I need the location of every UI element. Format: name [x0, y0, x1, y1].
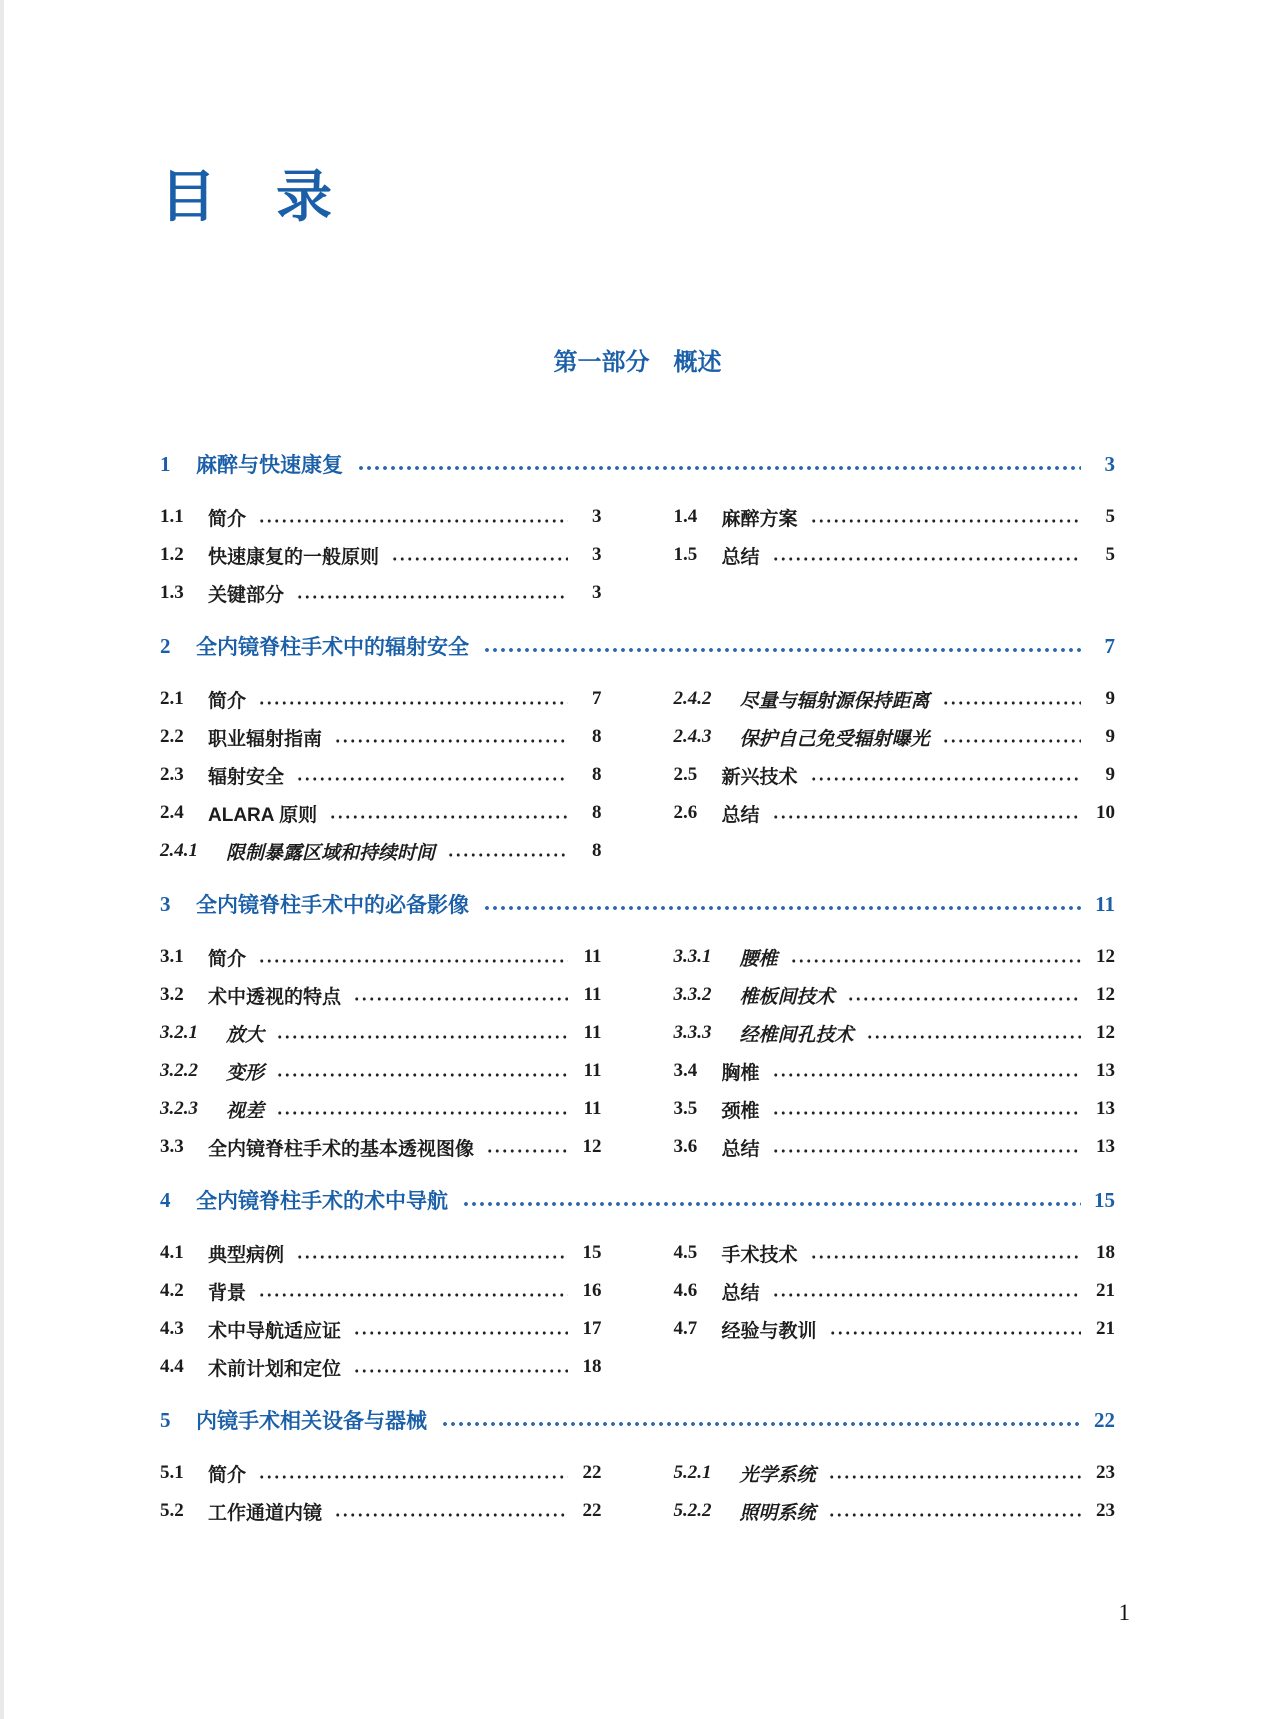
dot-leader — [329, 794, 567, 832]
toc-entry — [160, 794, 602, 832]
entry-number: 3.5 — [673, 1098, 698, 1119]
chapter-title: 内镜手术相关设备与器械 — [196, 1410, 427, 1433]
dot-leader — [276, 1014, 567, 1052]
chapter-2-entries — [160, 680, 1115, 870]
entry-page: 11 — [583, 1060, 602, 1081]
toc-entry — [160, 938, 602, 976]
chapter-number: 4 — [160, 1187, 171, 1212]
toc-entry — [160, 718, 602, 756]
chapter-number: 1 — [160, 451, 171, 476]
entry-title: 辐射安全 — [208, 766, 285, 788]
dot-leader — [829, 1310, 1081, 1348]
entry-title: 总结 — [721, 804, 760, 826]
toc-entry — [674, 1234, 1116, 1272]
dot-leader — [441, 1401, 1081, 1439]
toc-entry — [674, 1090, 1116, 1128]
entry-number: 2.4 — [160, 802, 184, 823]
entry-page: 13 — [1096, 1136, 1115, 1157]
entry-title: 限制暴露区域和持续时间 — [226, 842, 436, 864]
entry-page: 8 — [592, 840, 602, 861]
entry-title: 简介 — [208, 1464, 247, 1486]
toc-subentry — [160, 1014, 602, 1052]
entry-page: 16 — [582, 1280, 602, 1301]
chapter-page: 7 — [1104, 633, 1115, 658]
toc-subentry — [674, 1014, 1116, 1052]
toc-subentry — [160, 1090, 602, 1128]
entry-page: 23 — [1096, 1462, 1115, 1483]
entry-number: 1.4 — [673, 506, 698, 527]
dot-leader — [296, 1234, 567, 1272]
entry-page: 9 — [1105, 688, 1115, 709]
toc-entry — [674, 1128, 1116, 1166]
chapter-title: 全内镜脊柱手术的术中导航 — [196, 1190, 448, 1213]
entry-number: 1.2 — [160, 544, 184, 565]
entry-title: 简介 — [208, 690, 247, 712]
dot-leader — [462, 1181, 1081, 1219]
dot-leader — [772, 1052, 1081, 1090]
entry-page: 3 — [592, 544, 602, 565]
left-column — [160, 498, 602, 612]
entry-page: 12 — [582, 1136, 602, 1157]
entry-title: ALARA 原则 — [208, 804, 318, 826]
dot-leader — [334, 1492, 567, 1530]
entry-title: 经验与教训 — [721, 1320, 817, 1342]
entry-page: 22 — [582, 1462, 602, 1483]
folio-page-number: 1 — [1118, 1600, 1130, 1625]
dot-leader — [866, 1014, 1081, 1052]
dot-leader — [391, 536, 567, 574]
entry-title: 手术技术 — [721, 1244, 798, 1266]
entry-number: 3.2.3 — [160, 1098, 198, 1119]
chapter-heading-3 — [160, 885, 1115, 923]
dot-leader — [276, 1052, 567, 1090]
chapter-number: 2 — [160, 633, 171, 658]
entry-number: 2.6 — [673, 802, 698, 823]
entry-number: 5.2.2 — [673, 1500, 712, 1521]
toc-entry — [160, 1310, 602, 1348]
dot-leader — [810, 498, 1081, 536]
toc-entry — [674, 794, 1116, 832]
entry-number: 4.5 — [673, 1242, 698, 1263]
entry-number: 2.5 — [673, 764, 698, 785]
toc-subentry — [674, 976, 1116, 1014]
entry-title: 变形 — [226, 1062, 265, 1084]
entry-number: 1.3 — [160, 582, 184, 603]
dot-leader — [828, 1454, 1081, 1492]
dot-leader — [276, 1090, 567, 1128]
chapter-1-entries — [160, 498, 1115, 612]
toc-entry — [160, 498, 602, 536]
dot-leader — [353, 1310, 567, 1348]
entry-title: 尽量与辐射源保持距离 — [739, 690, 930, 712]
dot-leader — [772, 1272, 1081, 1310]
right-column — [674, 498, 1116, 612]
entry-page: 18 — [1096, 1242, 1115, 1263]
toc-entry — [160, 536, 602, 574]
dot-leader — [828, 1492, 1081, 1530]
toc-entry — [674, 1052, 1116, 1090]
entry-number: 4.7 — [673, 1318, 698, 1339]
right-column — [674, 680, 1116, 870]
entry-title: 总结 — [721, 1138, 760, 1160]
left-column — [160, 680, 602, 870]
entry-page: 21 — [1096, 1280, 1115, 1301]
right-column — [674, 1454, 1116, 1530]
entry-page: 3 — [592, 506, 602, 527]
toc-entry — [160, 1272, 602, 1310]
entry-page: 15 — [582, 1242, 602, 1263]
entry-number: 4.2 — [160, 1280, 184, 1301]
entry-title: 职业辐射指南 — [208, 728, 323, 750]
entry-page: 8 — [592, 802, 602, 823]
toc-subentry — [674, 680, 1116, 718]
left-column — [160, 1454, 602, 1530]
entry-page: 11 — [583, 984, 602, 1005]
entry-number: 3.3 — [160, 1136, 184, 1157]
entry-title: 术前计划和定位 — [208, 1358, 342, 1380]
dot-leader — [772, 536, 1081, 574]
toc-entry — [160, 1128, 602, 1166]
entry-title: 胸椎 — [721, 1062, 760, 1084]
dot-leader — [447, 832, 567, 870]
toc-entry — [160, 1492, 602, 1530]
left-column — [160, 1234, 602, 1386]
entry-number: 5.1 — [160, 1462, 184, 1483]
chapter-page: 11 — [1095, 891, 1115, 916]
dot-leader — [258, 1272, 567, 1310]
entry-title: 放大 — [226, 1024, 265, 1046]
entry-page: 13 — [1096, 1060, 1115, 1081]
entry-page: 17 — [582, 1318, 602, 1339]
entry-title: 麻醉方案 — [721, 508, 798, 530]
chapter-heading-1 — [160, 445, 1115, 483]
entry-number: 2.3 — [160, 764, 184, 785]
toc-entry — [160, 680, 602, 718]
chapter-5-entries — [160, 1454, 1115, 1530]
entry-number: 4.3 — [160, 1318, 184, 1339]
dot-leader — [258, 680, 567, 718]
entry-number: 3.4 — [673, 1060, 698, 1081]
entry-page: 10 — [1096, 802, 1115, 823]
entry-number: 3.1 — [160, 946, 184, 967]
entry-title: 快速康复的一般原则 — [208, 546, 380, 568]
chapter-3-entries — [160, 938, 1115, 1166]
chapter-4-entries — [160, 1234, 1115, 1386]
entry-number: 5.2.1 — [673, 1462, 712, 1483]
dot-leader — [486, 1128, 567, 1166]
entry-page: 18 — [582, 1356, 602, 1377]
toc-entry — [674, 1310, 1116, 1348]
entry-title: 视差 — [226, 1100, 265, 1122]
dot-leader — [296, 756, 567, 794]
chapter-title: 全内镜脊柱手术中的必备影像 — [196, 894, 469, 917]
toc-entry — [160, 976, 602, 1014]
entry-title: 总结 — [721, 1282, 760, 1304]
right-column — [674, 938, 1116, 1166]
dot-leader — [847, 976, 1081, 1014]
entry-title: 工作通道内镜 — [208, 1502, 323, 1524]
entry-number: 2.2 — [160, 726, 184, 747]
entry-page: 12 — [1096, 984, 1115, 1005]
chapter-title: 麻醉与快速康复 — [196, 454, 343, 477]
entry-title: 简介 — [208, 508, 247, 530]
toc-subentry — [674, 1454, 1116, 1492]
entry-number: 4.1 — [160, 1242, 184, 1263]
entry-title: 光学系统 — [739, 1464, 816, 1486]
chapter-number: 3 — [160, 891, 171, 916]
chapter-heading-5 — [160, 1401, 1115, 1439]
dot-leader — [772, 1128, 1081, 1166]
dot-leader — [258, 938, 567, 976]
dot-leader — [483, 885, 1081, 923]
entry-page: 21 — [1096, 1318, 1115, 1339]
entry-number: 2.4.2 — [673, 688, 712, 709]
entry-title: 简介 — [208, 948, 247, 970]
entry-page: 8 — [592, 726, 602, 747]
entry-page: 11 — [583, 1098, 602, 1119]
dot-leader — [353, 976, 567, 1014]
entry-number: 3.3.1 — [673, 946, 712, 967]
entry-page: 5 — [1105, 506, 1115, 527]
toc-entry — [674, 498, 1116, 536]
toc-entry — [160, 574, 602, 612]
entry-page: 7 — [592, 688, 602, 709]
entry-number: 1.1 — [160, 506, 184, 527]
dot-leader — [772, 1090, 1081, 1128]
chapter-heading-2 — [160, 627, 1115, 665]
toc-subentry — [674, 718, 1116, 756]
entry-title: 腰椎 — [739, 948, 778, 970]
dot-leader — [334, 718, 567, 756]
entry-title: 术中透视的特点 — [208, 986, 342, 1008]
dot-leader — [942, 680, 1081, 718]
entry-title: 关键部分 — [208, 584, 285, 606]
dot-leader — [357, 445, 1081, 483]
entry-title: 全内镜脊柱手术的基本透视图像 — [208, 1138, 475, 1160]
entry-number: 2.4.3 — [673, 726, 712, 747]
chapter-page: 22 — [1094, 1407, 1115, 1432]
chapter-page: 15 — [1094, 1187, 1115, 1212]
dot-leader — [258, 1454, 567, 1492]
toc-entry — [674, 536, 1116, 574]
dot-leader — [942, 718, 1081, 756]
dot-leader — [810, 756, 1081, 794]
entry-page: 12 — [1096, 1022, 1115, 1043]
entry-number: 3.3.3 — [673, 1022, 712, 1043]
entry-page: 23 — [1096, 1500, 1115, 1521]
dot-leader — [258, 498, 567, 536]
page-title: 目 录 — [160, 167, 334, 229]
left-column — [160, 938, 602, 1166]
toc-subentry — [160, 832, 602, 870]
entry-number: 5.2 — [160, 1500, 184, 1521]
entry-number: 3.3.2 — [673, 984, 712, 1005]
toc-entry — [160, 1234, 602, 1272]
toc-entry — [674, 756, 1116, 794]
chapter-number: 5 — [160, 1407, 171, 1432]
entry-page: 13 — [1096, 1098, 1115, 1119]
dot-leader — [296, 574, 567, 612]
toc-subentry — [674, 938, 1116, 976]
toc-subentry — [674, 1492, 1116, 1530]
entry-title: 经椎间孔技术 — [739, 1024, 854, 1046]
dot-leader — [810, 1234, 1081, 1272]
dot-leader — [772, 794, 1081, 832]
entry-number: 3.2.1 — [160, 1022, 198, 1043]
part-heading: 第一部分 概述 — [553, 349, 722, 376]
entry-number: 2.4.1 — [160, 840, 198, 861]
entry-number: 4.4 — [160, 1356, 184, 1377]
entry-number: 3.2 — [160, 984, 184, 1005]
scan-edge-artifact — [0, 0, 4, 1719]
entry-title: 背景 — [208, 1282, 247, 1304]
entry-page: 8 — [592, 764, 602, 785]
entry-number: 2.1 — [160, 688, 184, 709]
entry-page: 11 — [583, 946, 602, 967]
toc-subentry — [160, 1052, 602, 1090]
chapter-page: 3 — [1104, 451, 1115, 476]
entry-number: 3.2.2 — [160, 1060, 198, 1081]
entry-title: 新兴技术 — [721, 766, 798, 788]
chapter-title: 全内镜脊柱手术中的辐射安全 — [196, 636, 469, 659]
right-column — [674, 1234, 1116, 1386]
entry-number: 1.5 — [673, 544, 698, 565]
entry-title: 保护自己免受辐射曝光 — [739, 728, 930, 750]
entry-title: 椎板间技术 — [739, 986, 835, 1008]
entry-page: 9 — [1105, 764, 1115, 785]
entry-page: 9 — [1105, 726, 1115, 747]
entry-page: 11 — [583, 1022, 602, 1043]
dot-leader — [353, 1348, 567, 1386]
toc-entry — [160, 1348, 602, 1386]
entry-number: 4.6 — [673, 1280, 698, 1301]
toc-entry — [674, 1272, 1116, 1310]
entry-number: 3.6 — [673, 1136, 698, 1157]
chapter-heading-4 — [160, 1181, 1115, 1219]
entry-title: 颈椎 — [721, 1100, 760, 1122]
entry-title: 典型病例 — [208, 1244, 285, 1266]
entry-page: 12 — [1096, 946, 1115, 967]
entry-page: 5 — [1105, 544, 1115, 565]
toc-entry — [160, 756, 602, 794]
entry-title: 照明系统 — [739, 1502, 816, 1524]
dot-leader — [790, 938, 1081, 976]
dot-leader — [483, 627, 1081, 665]
entry-title: 术中导航适应证 — [208, 1320, 342, 1342]
entry-page: 22 — [582, 1500, 602, 1521]
entry-page: 3 — [592, 582, 602, 603]
toc-entry — [160, 1454, 602, 1492]
entry-title: 总结 — [721, 546, 760, 568]
